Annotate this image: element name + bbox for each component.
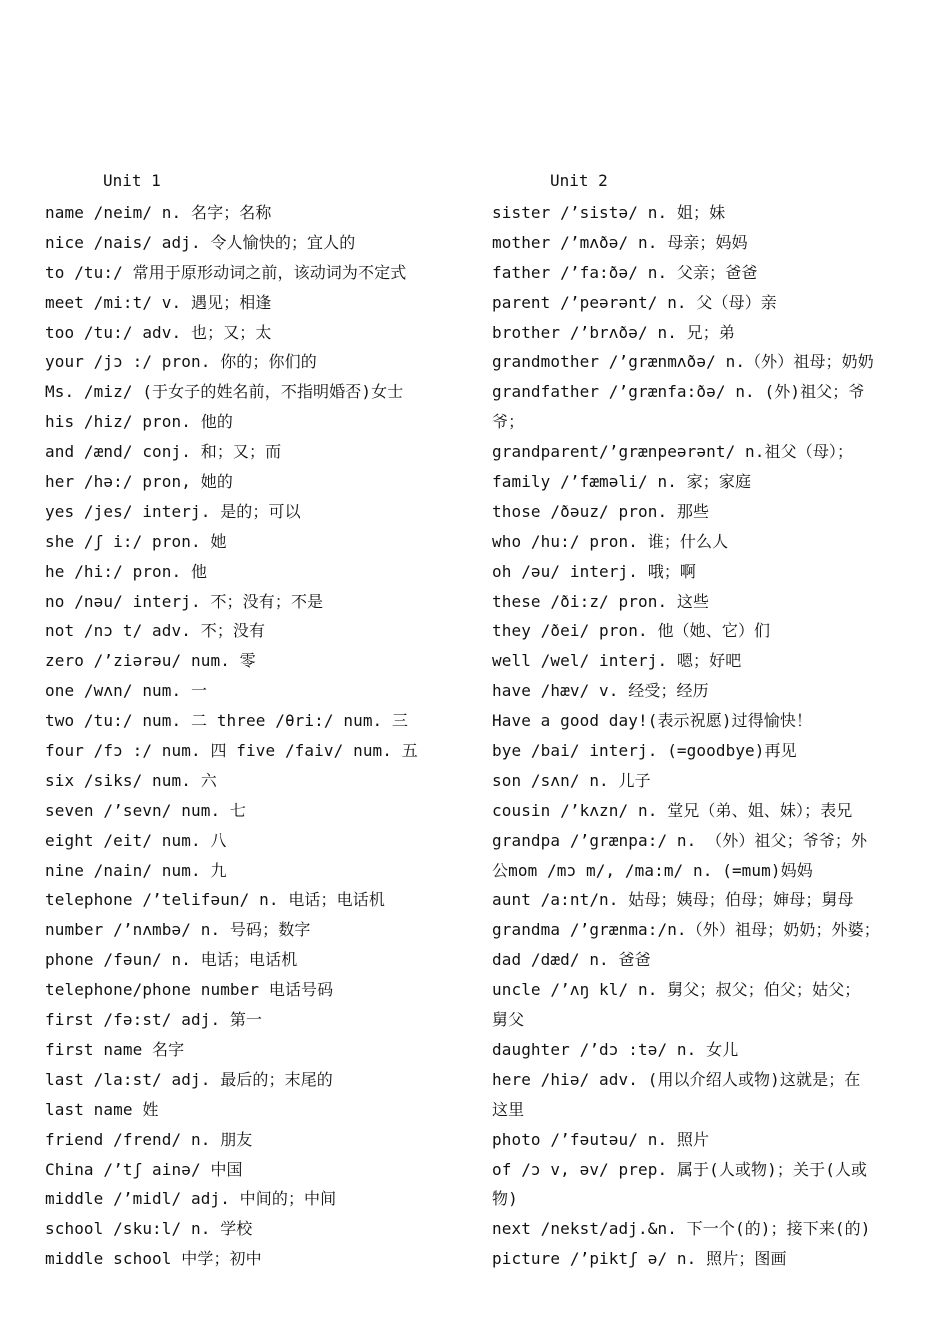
vocab-line: name /neim/ n. 名字；名称 bbox=[45, 203, 272, 222]
vocab-line: 这里 bbox=[492, 1099, 525, 1119]
vocab-line: sister /’sistə/ n. 姐；妹 bbox=[492, 203, 726, 222]
vocab-line: no /nəu/ interj. 不；没有；不是 bbox=[45, 591, 324, 611]
vocab-line: here /hiə/ adv. (用以介绍人或物)这就是；在 bbox=[492, 1069, 861, 1089]
vocab-line: last /la:st/ adj. 最后的；末尾的 bbox=[45, 1069, 333, 1089]
vocab-line: China /’tʃ ainə/ 中国 bbox=[45, 1159, 243, 1179]
vocab-line: one /wʌn/ num. 一 bbox=[45, 681, 208, 701]
vocab-line: father /’fa:ðə/ n. 父亲；爸爸 bbox=[492, 262, 758, 282]
vocab-line: next /nekst/adj.&n. 下一个(的)；接下来(的) bbox=[492, 1219, 871, 1239]
vocab-line: grandparent/’grænpeərənt/ n.祖父（母）； bbox=[492, 442, 854, 462]
vocab-line: 舅父 bbox=[492, 1010, 525, 1030]
vocab-line: mother /’mʌðə/ n. 母亲；妈妈 bbox=[492, 232, 748, 252]
vocab-line: who /hu:/ pron. 谁；什么人 bbox=[492, 531, 729, 551]
vocab-line: telephone/phone number 电话号码 bbox=[45, 980, 334, 1000]
vocab-line: first name 名字 bbox=[45, 1039, 185, 1059]
vocab-line: these /ði:z/ pron. 这些 bbox=[492, 591, 710, 611]
vocab-line: of /ɔ v, əv/ prep. 属于(人或物)；关于(人或 bbox=[492, 1159, 868, 1179]
vocab-line: last name 姓 bbox=[45, 1099, 159, 1119]
vocab-line: your /jɔ :/ pron. 你的；你们的 bbox=[45, 352, 317, 372]
vocab-line: number /’nʌmbə/ n. 号码；数字 bbox=[45, 920, 311, 940]
vocab-line: photo /’fəutəu/ n. 照片 bbox=[492, 1129, 710, 1149]
unit-2-word-list bbox=[492, 198, 910, 1274]
vocab-line: yes /jes/ interj. 是的；可以 bbox=[45, 501, 301, 521]
vocab-line: friend /frend/ n. 朋友 bbox=[45, 1129, 253, 1149]
vocab-line: grandfather /’grænfa:ðə/ n. (外)祖父；爷 bbox=[492, 382, 865, 402]
vocab-line: nice /nais/ adj. 令人愉快的；宜人的 bbox=[45, 232, 356, 252]
vocab-line: Ms. /miz/ (于女子的姓名前，不指明婚否)女士 bbox=[45, 382, 404, 402]
vocab-line: middle /’midl/ adj. 中间的；中间 bbox=[45, 1189, 337, 1209]
vocab-line: family /’fæməli/ n. 家；家庭 bbox=[492, 472, 752, 492]
vocab-line: oh /əu/ interj. 哦；啊 bbox=[492, 561, 697, 581]
vocab-line: parent /’peərənt/ n. 父（母）亲 bbox=[492, 292, 777, 312]
vocab-line: to /tu:/ 常用于原形动词之前，该动词为不定式 bbox=[45, 262, 407, 282]
vocab-line: grandpa /’grænpa:/ n. （外）祖父；爷爷；外 bbox=[492, 830, 868, 850]
vocab-line: eight /eit/ num. 八 bbox=[45, 830, 227, 850]
vocab-line: grandma /’grænma:/n.（外）祖母；奶奶；外婆； bbox=[492, 920, 880, 940]
vocab-line: seven /’sevn/ num. 七 bbox=[45, 800, 247, 820]
vocab-line: those /ðəuz/ pron. 那些 bbox=[492, 501, 710, 521]
vocab-line: middle school 中学；初中 bbox=[45, 1249, 262, 1269]
unit-2-column bbox=[492, 168, 910, 1274]
vocab-line: first /fə:st/ adj. 第一 bbox=[45, 1010, 263, 1030]
vocab-line: school /sku:l/ n. 学校 bbox=[45, 1219, 253, 1239]
vocab-line: uncle /’ʌŋ kl/ n. 舅父；叔父；伯父；姑父； bbox=[492, 980, 861, 1000]
vocab-line: phone /fəun/ n. 电话；电话机 bbox=[45, 950, 298, 970]
vocab-line: dad /dæd/ n. 爸爸 bbox=[492, 950, 651, 970]
vocab-line: zero /’ziərəu/ num. 零 bbox=[45, 651, 256, 671]
vocab-line: four /fɔ :/ num. 四 five /faiv/ num. 五 bbox=[45, 741, 418, 761]
vocab-line: six /siks/ num. 六 bbox=[45, 770, 217, 790]
vocab-line: Have a good day!(表示祝愿)过得愉快！ bbox=[492, 711, 813, 731]
vocab-line: not /nɔ t/ adv. 不；没有 bbox=[45, 621, 266, 641]
vocab-line: she /ʃ i:/ pron. 她 bbox=[45, 531, 227, 551]
vocab-line: and /ænd/ conj. 和；又；而 bbox=[45, 442, 282, 462]
vocab-line: he /hi:/ pron. 他 bbox=[45, 561, 208, 581]
vocab-line: nine /nain/ num. 九 bbox=[45, 860, 227, 880]
vocab-line: two /tu:/ num. 二 three /θri:/ num. 三 bbox=[45, 711, 409, 731]
vocab-line: too /tu:/ adv. 也；又；太 bbox=[45, 322, 272, 342]
unit-1-word-list bbox=[45, 198, 465, 1274]
vocab-line: bye /bai/ interj. (=goodbye)再见 bbox=[492, 741, 797, 761]
vocab-line: they /ðei/ pron. 他（她、它）们 bbox=[492, 621, 771, 641]
vocab-line: his /hiz/ pron. 他的 bbox=[45, 412, 233, 432]
unit-2-title: Unit 2 bbox=[550, 171, 608, 190]
vocab-line: brother /’brʌðə/ n. 兄；弟 bbox=[492, 322, 735, 342]
vocab-line: son /sʌn/ n. 儿子 bbox=[492, 770, 651, 790]
vocab-line: 爷； bbox=[492, 412, 525, 432]
vocab-line: telephone /’telifəun/ n. 电话；电话机 bbox=[45, 890, 385, 910]
vocab-line: have /hæv/ v. 经受；经历 bbox=[492, 681, 709, 701]
vocab-line: well /wel/ interj. 嗯；好吧 bbox=[492, 651, 742, 671]
vocab-line: cousin /’kʌzn/ n. 堂兄（弟、姐、妹）；表兄 bbox=[492, 800, 853, 820]
unit-1-column bbox=[45, 168, 465, 1274]
vocab-line: picture /’piktʃ ə/ n. 照片；图画 bbox=[492, 1249, 787, 1269]
vocab-line: grandmother /’grænmʌðə/ n.（外）祖母；奶奶 bbox=[492, 352, 874, 372]
vocab-line: 物) bbox=[492, 1189, 518, 1209]
vocab-line: aunt /a:nt/n. 姑母；姨母；伯母；婶母；舅母 bbox=[492, 890, 854, 910]
vocab-line: meet /mi:t/ v. 遇见；相逢 bbox=[45, 292, 272, 312]
vocab-line: daughter /’dɔ :tə/ n. 女儿 bbox=[492, 1039, 739, 1059]
unit-1-title: Unit 1 bbox=[103, 171, 161, 190]
vocab-line: 公mom /mɔ m/, /ma:m/ n. (=mum)妈妈 bbox=[492, 860, 813, 880]
vocab-line: her /hə:/ pron, 她的 bbox=[45, 472, 233, 492]
